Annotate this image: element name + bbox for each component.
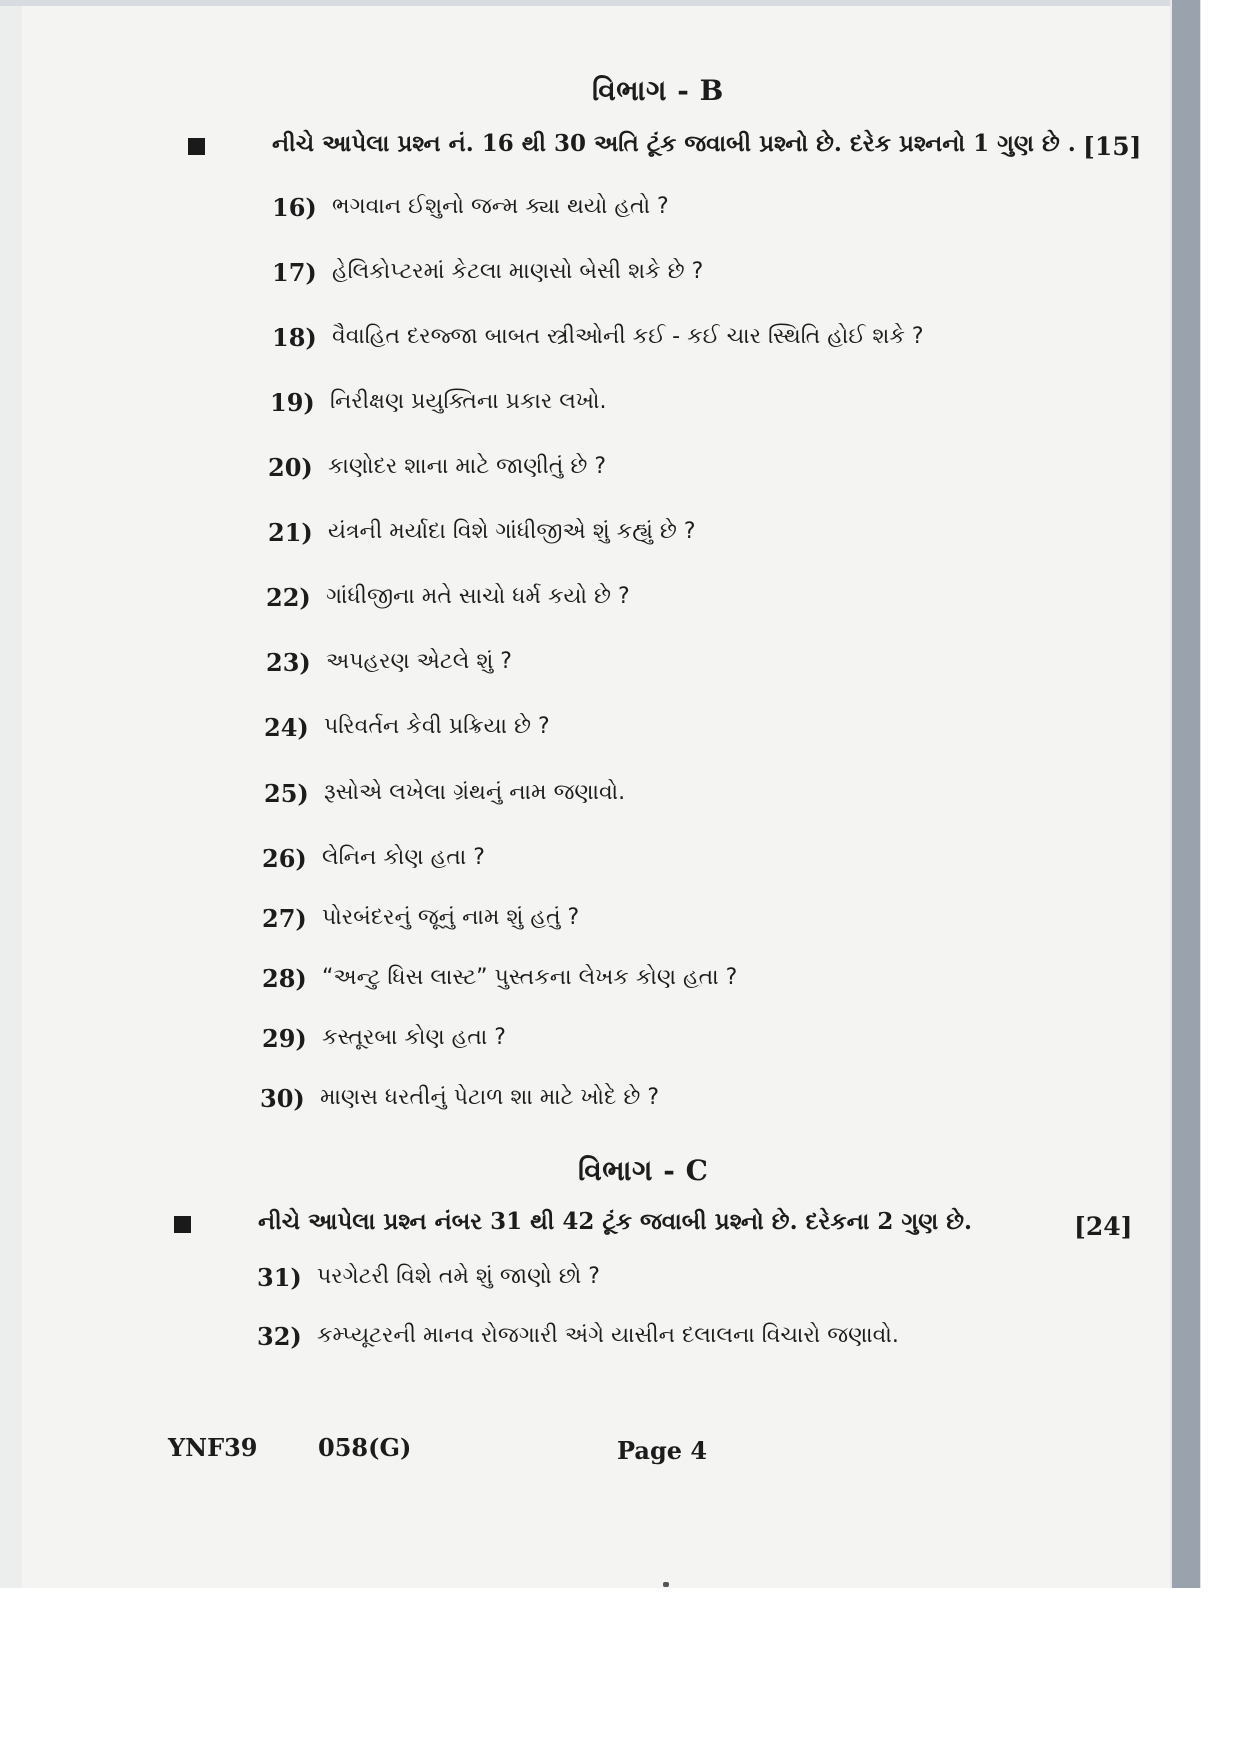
subject-code: 058(G) bbox=[318, 1433, 412, 1462]
scan-top-edge bbox=[0, 0, 1200, 6]
section-b-instruction: નીચે આપેલા પ્રશ્ન નં. 16 થી 30 અતિ ટૂંક જવાબી પ્રશ્નો છે. દરેક પ્રશ્નનો 1 ગુણ છે . bbox=[272, 130, 1076, 157]
section-c-instruction: નીચે આપેલા પ્રશ્ન નંબર 31 થી 42 ટૂંક જવાબી પ્રશ્નો છે. દરેકના 2 ગુણ છે. bbox=[258, 1208, 972, 1235]
question-text: પરગેટરી વિશે તમે શું જાણો છો ? bbox=[317, 1264, 600, 1289]
question-text: પરિવર્તન કેવી પ્રક્રિયા છે ? bbox=[324, 714, 550, 739]
question-number: 22) bbox=[266, 583, 311, 612]
scan-speck bbox=[663, 1582, 669, 1587]
question-text: “અન્ટુ ધિસ લાસ્ટ” પુસ્તકના લેખક કોણ હતા ? bbox=[322, 965, 738, 990]
question-text: ભગવાન ઈશુનો જન્મ ક્યા થયો હતો ? bbox=[332, 194, 669, 219]
question-number: 31) bbox=[257, 1263, 302, 1292]
question-number: 24) bbox=[264, 713, 309, 742]
question-text: કસ્તૂરબા કોણ હતા ? bbox=[322, 1025, 506, 1050]
question-number: 17) bbox=[272, 258, 317, 287]
section-c-title: વિભાગ - C bbox=[578, 1154, 709, 1187]
question-number: 18) bbox=[272, 323, 317, 352]
section-c-marks: [24] bbox=[1074, 1212, 1133, 1241]
question-text: માણસ ધરતીનું પેટાળ શા માટે ખોદે છે ? bbox=[320, 1085, 659, 1110]
section-c-instruction-row bbox=[174, 1208, 1133, 1248]
question-number: 20) bbox=[268, 453, 313, 482]
page-number: Page 4 bbox=[617, 1436, 708, 1465]
question-number: 28) bbox=[262, 964, 307, 993]
question-number: 19) bbox=[270, 388, 315, 417]
question-text: કમ્પ્યૂટરની માનવ રોજગારી અંગે યાસીન દલાલના વિચારો જણાવો. bbox=[317, 1323, 899, 1348]
question-number: 23) bbox=[266, 648, 311, 677]
scan-right-edge bbox=[1172, 0, 1200, 1588]
question-text: અપહરણ એટલે શું ? bbox=[326, 649, 512, 674]
bullet-icon bbox=[174, 1216, 191, 1233]
section-b-marks: [15] bbox=[1083, 132, 1142, 161]
question-number: 27) bbox=[262, 904, 307, 933]
question-number: 29) bbox=[262, 1024, 307, 1053]
question-text: કાણોદર શાના માટે જાણીતું છે ? bbox=[328, 454, 607, 479]
question-text: લેનિન કોણ હતા ? bbox=[322, 845, 485, 870]
question-text: રૂસોએ લખેલા ગ્રંથનું નામ જણાવો. bbox=[324, 780, 626, 805]
question-text: ગાંધીજીના મતે સાચો ધર્મ કયો છે ? bbox=[326, 584, 630, 609]
question-number: 26) bbox=[262, 844, 307, 873]
question-number: 25) bbox=[264, 779, 309, 808]
question-number: 30) bbox=[260, 1084, 305, 1113]
question-text: યંત્રની મર્યાદા વિશે ગાંધીજીએ શું કહ્યું છે ? bbox=[328, 519, 696, 544]
question-text: હેલિકોપ્ટરમાં કેટલા માણસો બેસી શકે છે ? bbox=[332, 259, 704, 284]
section-b-title: વિભાગ - B bbox=[592, 74, 724, 107]
question-number: 21) bbox=[268, 518, 313, 547]
question-text: પોરબંદરનું જૂનું નામ શું હતું ? bbox=[322, 905, 580, 930]
paper-code: YNF39 bbox=[168, 1433, 258, 1462]
bullet-icon bbox=[188, 138, 205, 155]
question-text: વૈવાહિત દરજ્જા બાબત સ્ત્રીઓની કઈ - કઈ ચાર સ્થિતિ હોઈ શકે ? bbox=[332, 324, 924, 349]
section-b-instruction-row bbox=[188, 130, 1142, 170]
question-number: 16) bbox=[272, 193, 317, 222]
question-text: નિરીક્ષણ પ્રયુક્તિના પ્રકાર લખો. bbox=[330, 389, 607, 414]
scan-left-edge bbox=[0, 0, 22, 1588]
question-number: 32) bbox=[257, 1322, 302, 1351]
